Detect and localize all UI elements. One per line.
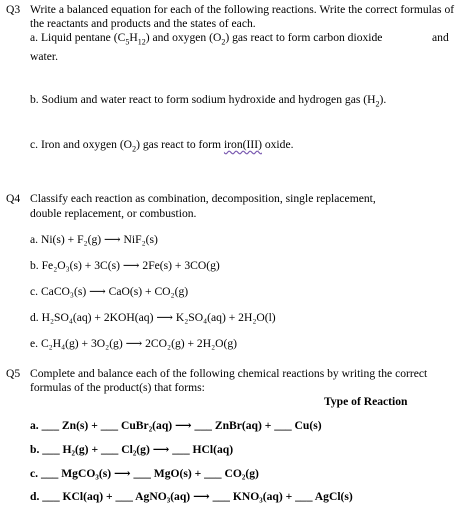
q5-item-b: b. ___ H₂(g) + ___ Cl₂(g) ⟶ ___ HCl(aq) [30, 443, 234, 456]
q3-part-c: c. Iron and oxygen $(O_2)$ gas react to form iron(III) oxide. [30, 138, 294, 154]
q4-item-b: b. Fe₂O₃(s) + 3C(s) ⟶ 2Fe(s) + 3CO(g) [30, 259, 220, 272]
q3-label: Q3 [6, 3, 21, 16]
q5-item-a: a. ___ Zn(s) + ___ CuBr₂(aq) ⟶ ___ ZnBr(aq) + ___ Cu(s) [30, 419, 322, 432]
q3-part-a-line2: water. [30, 50, 59, 63]
q3-instruction-line2: the reactants and products and the states of each. [30, 17, 256, 30]
q5-item-d: d. ___ KCl(aq) + ___ AgNO₃(aq) ⟶ ___ KNO₃(aq) + ___ AgCl(s) [30, 490, 353, 503]
iron-iii-word: iron(III) [223, 138, 262, 151]
q4-item-c: c. CaCO₃(s) ⟶ CaO(s) + CO₂(g) [30, 285, 189, 298]
q3-part-a: a. Liquid pentane $(C_5H_{12})$ and oxygen $(O_2)$ gas react to form carbon dioxide [30, 31, 383, 47]
q5-label: Q5 [6, 367, 21, 380]
q4-item-a: a. Ni(s) + F₂(g) ⟶ NiF₂(s) [30, 233, 158, 246]
q4-item-d: d. H₂SO₄(aq) + 2KOH(aq) ⟶ K₂SO₄(aq) + 2H₂O(l) [30, 311, 276, 324]
q4-instruction-line1: Classify each reaction as combination, decomposition, single replacement, [30, 192, 376, 205]
q3-part-b: b. Sodium and water react to form sodium hydroxide and hydrogen gas $(H_2)$. [30, 93, 387, 109]
q4-item-e: e. C₂H₄(g) + 3O₂(g) ⟶ 2CO₂(g) + 2H₂O(g) [30, 337, 238, 350]
q5-instruction-line2: formulas of the product(s) that forms: [30, 381, 205, 394]
type-of-reaction-header: Type of Reaction [324, 395, 408, 408]
q5-item-c: c. ___ MgCO₃(s) ⟶ ___ MgO(s) + ___ CO₂(g) [30, 467, 259, 480]
q5-instruction-line1: Complete and balance each of the following chemical reactions by writing the correct [30, 367, 428, 380]
q4-instruction-line2: double replacement, or combustion. [30, 207, 197, 220]
q3-instruction-line1: Write a balanced equation for each of the following reactions. Write the correct formulas of [30, 3, 455, 16]
q3-part-a-and: and [432, 31, 449, 44]
q4-label: Q4 [6, 192, 21, 205]
